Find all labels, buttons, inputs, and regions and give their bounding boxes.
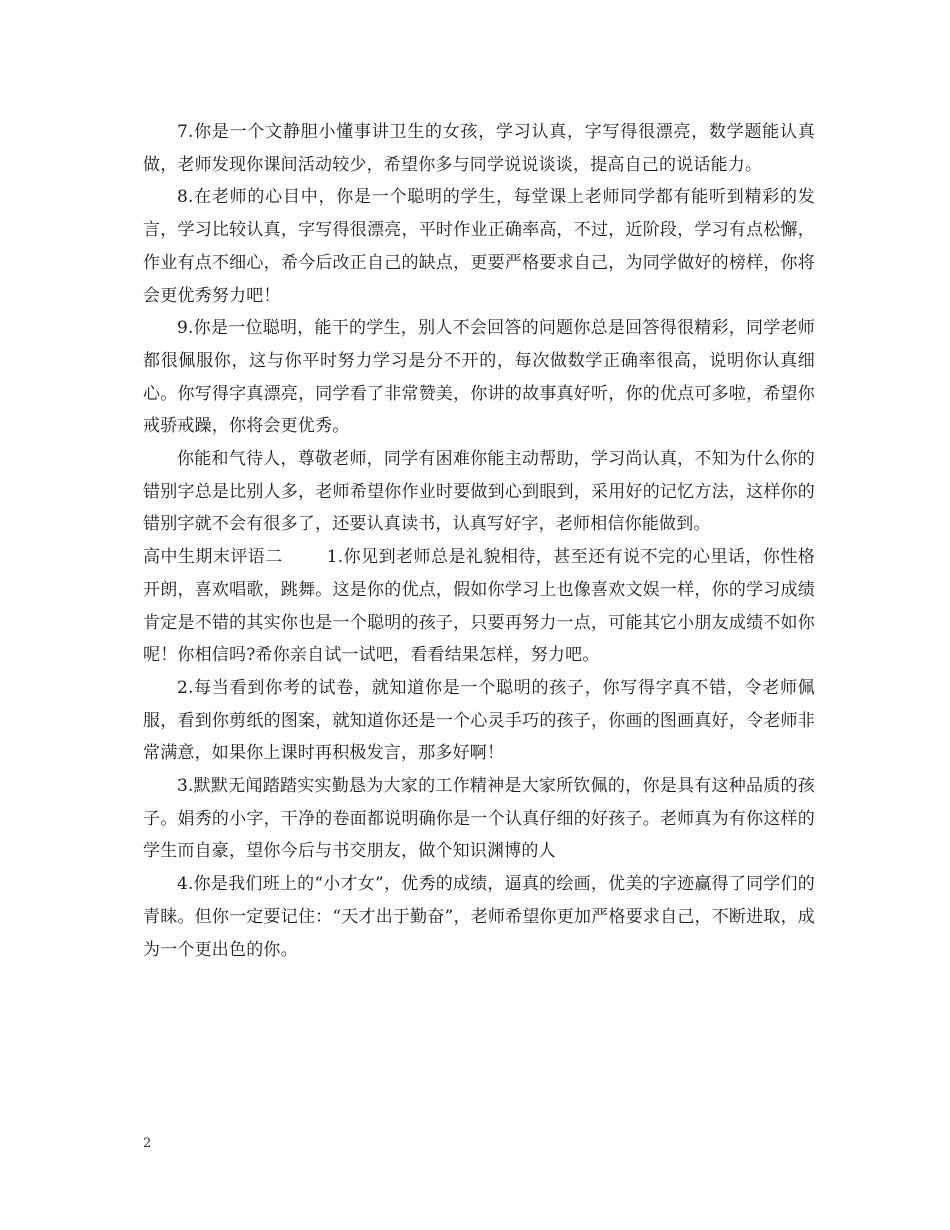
- section-two-paragraph-2: 2.每当看到你考的试卷，就知道你是一个聪明的孩子，你写得字真不错，令老师佩服，看到你剪纸的图案，就知道你还是一个心灵手巧的孩子，你画的图画真好，令老师非常满意，如果你上课时再积极发言，那多好啊！: [143, 677, 815, 764]
- document-body: [143, 116, 815, 966]
- section-two-paragraph-4: 4.你是我们班上的“小才女”，优秀的成绩，逼真的绘画，优美的字迹赢得了同学们的青睐。但你一定要记住：“天才出于勤奋”，老师希望你更加严格要求自己，不断进取，成为一个更出色的你。: [143, 874, 815, 960]
- page-number: 2: [143, 1136, 152, 1151]
- section-two-text-1: 1.你见到老师总是礼貌相待，甚至还有说不完的心里话，你性格开朗，喜欢唱歌，跳舞。这是你的优点，假如你学习上也像喜欢文娱一样，你的学习成绩肯定是不错的其实你也是一个聪明的孩子，只要再努力一点，可能其它小朋友成绩不如你呢！你相信吗?希你亲自试一试吧，看看结果怎样，努力吧。: [143, 547, 815, 666]
- section-heading: 高中生期末评语二: [143, 547, 283, 568]
- section-two-paragraph-1: [143, 541, 815, 672]
- paragraph-8: 8.在老师的心目中，你是一个聪明的学生，每堂课上老师同学都有能听到精彩的发言，学习比较认真，字写得很漂亮，平时作业正确率高，不过，近阶段，学习有点松懈，作业有点不细心，希今后改正自己的缺点，更要严格要求自己，为同学做好的榜样，你将会更优秀努力吧！: [143, 187, 815, 306]
- paragraph-extra: 你能和气待人，尊敬老师，同学有困难你能主动帮助，学习尚认真，不知为什么你的错别字总是比别人多，老师希望你作业时要做到心到眼到，采用好的记忆方法，这样你的错别字就不会有很多了，还要认真读书，认真写好字，老师相信你能做到。: [143, 449, 815, 535]
- paragraph-7: 7.你是一个文静胆小懂事讲卫生的女孩，学习认真，字写得很漂亮，数学题能认真做，老师发现你课间活动较少，希望你多与同学说说谈谈，提高自己的说话能力。: [143, 122, 815, 175]
- paragraph-9: 9.你是一位聪明，能干的学生，别人不会回答的问题你总是回答得很精彩，同学老师都很佩服你，这与你平时努力学习是分不开的，每次做数学正确率很高，说明你认真细心。你写得字真漂亮，同学看了非常赞美，你讲的故事真好听，你的优点可多啦，希望你戒骄戒躁，你将会更优秀。: [143, 318, 815, 437]
- section-two-paragraph-3: 3.默默无闻踏踏实实勤恳为大家的工作精神是大家所钦佩的，你是具有这种品质的孩子。娟秀的小字，干净的卷面都说明确你是一个认真仔细的好孩子。老师真为有你这样的学生而自豪，望你今后与书交朋友，做个知识渊博的人: [143, 776, 815, 862]
